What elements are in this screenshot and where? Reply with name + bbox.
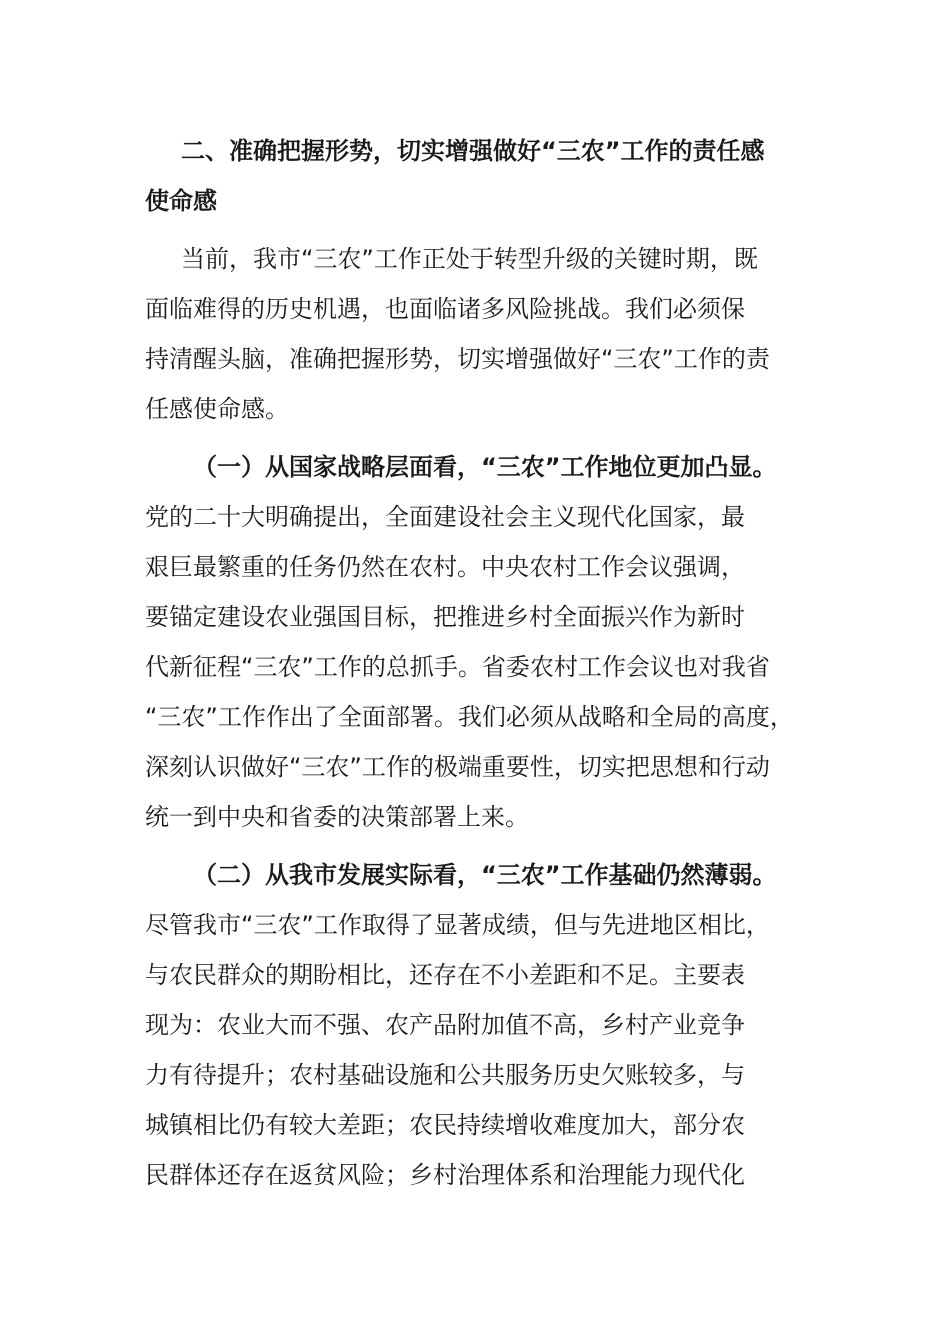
paragraph-line: 持清醒头脑，准确把握形势，切实增强做好“三农”工作的责	[145, 345, 770, 373]
paragraph-line: 党的二十大明确提出，全面建设社会主义现代化国家，最	[145, 503, 745, 531]
paragraph-line: 现为：农业大而不强、农产品附加值不高，乡村产业竞争	[145, 1011, 745, 1039]
paragraph-line: 任感使命感。	[145, 395, 289, 423]
document-page	[145, 126, 810, 1208]
intro-paragraph	[145, 234, 810, 434]
subsection-2-paragraph	[145, 850, 810, 1200]
paragraph-line: “三农”工作作出了全面部署。我们必须从战略和全局的高度，	[145, 703, 794, 731]
paragraph-line: 当前，我市“三农”工作正处于转型升级的关键时期，既	[181, 245, 758, 273]
heading-line: 使命感	[145, 187, 217, 215]
paragraph-line: 城镇相比仍有较大差距；农民持续增收难度加大，部分农	[145, 1111, 745, 1139]
paragraph-line: 民群体还存在返贫风险；乡村治理体系和治理能力现代化	[145, 1161, 745, 1189]
paragraph-line: 艰巨最繁重的任务仍然在农村。中央农村工作会议强调，	[145, 553, 745, 581]
section-heading	[145, 126, 810, 226]
paragraph-line: 尽管我市“三农”工作取得了显著成绩，但与先进地区相比，	[145, 911, 770, 939]
subsection-2-title: （二）从我市发展实际看，“三农”工作基础仍然薄弱。	[193, 861, 777, 889]
heading-line: 二、准确把握形势，切实增强做好“三农”工作的责任感	[181, 137, 765, 165]
paragraph-line: 与农民群众的期盼相比，还存在不小差距和不足。主要表	[145, 961, 745, 989]
paragraph-line: 统一到中央和省委的决策部署上来。	[145, 803, 529, 831]
paragraph-line: 面临难得的历史机遇，也面临诸多风险挑战。我们必须保	[145, 295, 745, 323]
paragraph-line: 深刻认识做好“三农”工作的极端重要性，切实把思想和行动	[145, 753, 770, 781]
paragraph-line: 代新征程“三农”工作的总抓手。省委农村工作会议也对我省	[145, 653, 770, 681]
subsection-1-paragraph	[145, 442, 810, 842]
subsection-1-title: （一）从国家战略层面看，“三农”工作地位更加凸显。	[193, 453, 777, 481]
paragraph-line: 力有待提升；农村基础设施和公共服务历史欠账较多，与	[145, 1061, 745, 1089]
paragraph-line: 要锚定建设农业强国目标，把推进乡村全面振兴作为新时	[145, 603, 745, 631]
